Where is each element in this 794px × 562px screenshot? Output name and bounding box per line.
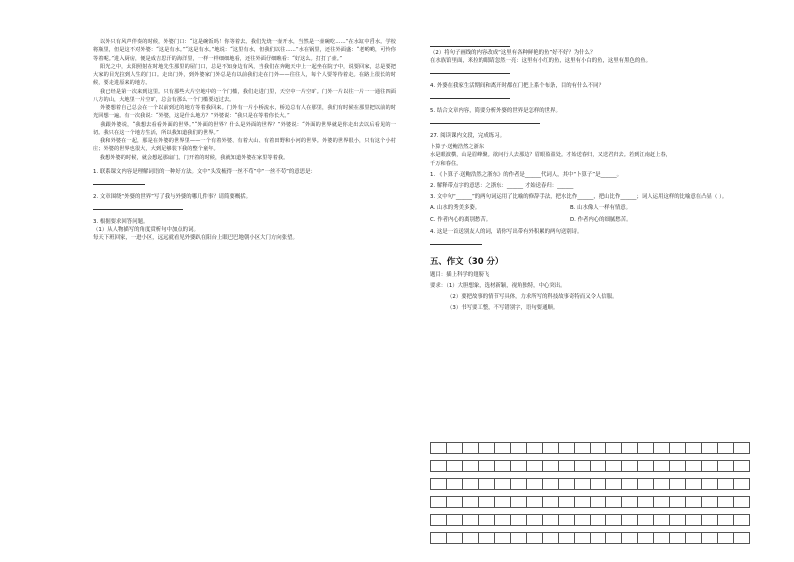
grid-cell[interactable] xyxy=(430,442,447,454)
composition-heading: 五、作文（30 分） xyxy=(430,255,504,266)
grid-cell[interactable] xyxy=(463,478,479,490)
grid-cell[interactable] xyxy=(575,460,591,472)
reading-section-title: 27. 阅读课内文段，完成练习。 xyxy=(430,133,505,139)
grid-cell[interactable] xyxy=(527,478,543,490)
question-1: 1. 联系课文内容是理解词语的一种好方法。文中“头发梳得一丝不苟”中“一丝不苟”的意思是： xyxy=(93,168,316,175)
grid-cell[interactable] xyxy=(495,478,511,490)
grid-cell[interactable] xyxy=(479,478,495,490)
grid-row xyxy=(430,514,750,526)
grid-cell[interactable] xyxy=(463,442,479,454)
grid-cell[interactable] xyxy=(527,442,543,454)
passage-paragraph: 我已经是第一次来到这里。只有那些大片空地中的一个门槛，我们走进门里，天空中一片空旷。门外一片以往一片一一通往四面八方的山，大地里一片空旷，总会有那么一个门槛要迈过去。 xyxy=(93,88,396,103)
options-row xyxy=(430,204,750,212)
grid-cell[interactable] xyxy=(670,460,686,472)
option-a[interactable]: A. 山水的秀美多姿。 xyxy=(430,204,481,211)
grid-cell[interactable] xyxy=(559,442,575,454)
grid-cell[interactable] xyxy=(622,478,638,490)
grid-cell[interactable] xyxy=(702,532,718,544)
grid-cell[interactable] xyxy=(686,442,702,454)
grid-cell[interactable] xyxy=(638,532,654,544)
grid-cell[interactable] xyxy=(495,442,511,454)
grid-cell[interactable] xyxy=(543,442,559,454)
grid-cell[interactable] xyxy=(638,478,654,490)
question-3: 3. 根据要求回答问题。 xyxy=(93,218,149,225)
question-3-1-text: 每天下班回家，一进小区，远远就看见外婆趴在阳台上眼巴巴地朝小区大门方向张望。 xyxy=(93,234,298,241)
grid-cell[interactable] xyxy=(606,442,622,454)
grid-cell[interactable] xyxy=(495,514,511,526)
grid-cell[interactable] xyxy=(638,460,654,472)
poem-line: 千万和春住。 xyxy=(430,160,462,167)
grid-cell[interactable] xyxy=(622,532,638,544)
answer-blank[interactable] xyxy=(430,115,540,124)
answer-blank[interactable] xyxy=(93,201,183,210)
grid-cell[interactable] xyxy=(654,514,670,526)
grid-cell[interactable] xyxy=(591,478,607,490)
grid-cell[interactable] xyxy=(543,496,559,508)
grid-cell[interactable] xyxy=(654,478,670,490)
grid-cell[interactable] xyxy=(686,532,702,544)
grid-cell[interactable] xyxy=(559,532,575,544)
grid-cell[interactable] xyxy=(495,460,511,472)
poem-line: 水是眼波横，山是眉峰聚。欲问行人去那边？眉眼盈盈处。才始送春归，又送君归去。若到江南赶上春， xyxy=(430,152,671,159)
grid-cell[interactable] xyxy=(463,514,479,526)
grid-cell[interactable] xyxy=(430,478,447,490)
option-d[interactable]: D. 作者内心的细腻愁苦。 xyxy=(570,216,632,223)
question-4: 4. 外婆在我家生活期间和离开时都在门把上系个布条，目的有什么不同？ xyxy=(430,83,604,89)
grid-cell[interactable] xyxy=(447,496,463,508)
grid-cell[interactable] xyxy=(718,514,734,526)
option-b[interactable]: B. 山水像人一样有情意。 xyxy=(570,204,632,211)
answer-blank[interactable] xyxy=(93,176,145,185)
grid-cell[interactable] xyxy=(638,496,654,508)
passage-paragraph: 我跟外婆说，“我想去看看外面的世界。”“外面的世界？什么是外面的世界？”外婆说：“外面的世界就是你走出去以后看见的一切。我只在这一个地方生活，所以我知道我们的世界。” xyxy=(93,121,396,136)
grid-cell[interactable] xyxy=(479,514,495,526)
question-3-2-text: 在水族馆里面，米拉的眼睛忽然一亮：这里有小红的鱼，这里有小白的鱼，这里有黑色的鱼。 xyxy=(430,58,652,64)
grid-cell[interactable] xyxy=(511,478,527,490)
question-3-1: （1）从人物描写的角度赏析句中加点的词。 xyxy=(93,226,199,233)
grid-cell[interactable] xyxy=(622,496,638,508)
grid-cell[interactable] xyxy=(511,532,527,544)
grid-cell[interactable] xyxy=(479,442,495,454)
composition-topic: 题目：插上科学的翅膀飞 xyxy=(430,271,490,278)
grid-cell[interactable] xyxy=(463,532,479,544)
grid-cell[interactable] xyxy=(702,496,718,508)
grid-cell[interactable] xyxy=(702,478,718,490)
poem-question-1: 1. 《卜算子·送鲍浩然之浙东》的作者是______代词人，其中“卜算子”是______。 xyxy=(430,171,623,178)
grid-cell[interactable] xyxy=(575,496,591,508)
grid-cell[interactable] xyxy=(622,460,638,472)
grid-cell[interactable] xyxy=(591,532,607,544)
grid-cell[interactable] xyxy=(495,532,511,544)
grid-cell[interactable] xyxy=(622,514,638,526)
grid-cell[interactable] xyxy=(543,460,559,472)
grid-cell[interactable] xyxy=(575,514,591,526)
grid-cell[interactable] xyxy=(670,532,686,544)
grid-cell[interactable] xyxy=(559,460,575,472)
poem-question-4: 4. 这是一首送别友人的词，请你写出带有外积累的两句送别诗。 xyxy=(430,228,583,235)
grid-cell[interactable] xyxy=(670,514,686,526)
grid-cell[interactable] xyxy=(479,496,495,508)
grid-cell[interactable] xyxy=(606,532,622,544)
grid-row xyxy=(430,442,750,454)
grid-cell[interactable] xyxy=(591,514,607,526)
grid-cell[interactable] xyxy=(527,460,543,472)
grid-cell[interactable] xyxy=(543,478,559,490)
grid-cell[interactable] xyxy=(606,496,622,508)
grid-cell[interactable] xyxy=(447,478,463,490)
grid-cell[interactable] xyxy=(734,532,750,544)
composition-requirement: （3）书写要工整，不写错别字，语句要通顺。 xyxy=(447,304,559,311)
composition-requirement: （2）要把故事的情节写具体，力求所写的科技故事奇特而又令人信服。 xyxy=(447,293,618,300)
grid-cell[interactable] xyxy=(543,514,559,526)
grid-row xyxy=(430,478,750,490)
grid-cell[interactable] xyxy=(734,478,750,490)
grid-cell[interactable] xyxy=(734,442,750,454)
grid-cell[interactable] xyxy=(654,532,670,544)
grid-cell[interactable] xyxy=(622,442,638,454)
grid-cell[interactable] xyxy=(559,514,575,526)
question-2: 2. 文章围绕“外婆的世界”写了我与外婆的哪几件事？请简要概括。 xyxy=(93,193,251,200)
grid-cell[interactable] xyxy=(718,478,734,490)
grid-cell[interactable] xyxy=(686,496,702,508)
grid-cell[interactable] xyxy=(686,514,702,526)
grid-cell[interactable] xyxy=(511,496,527,508)
grid-cell[interactable] xyxy=(430,514,447,526)
grid-cell[interactable] xyxy=(606,478,622,490)
grid-cell[interactable] xyxy=(591,460,607,472)
grid-row xyxy=(430,532,750,544)
grid-cell[interactable] xyxy=(718,442,734,454)
grid-cell[interactable] xyxy=(543,532,559,544)
options-row xyxy=(430,216,750,224)
grid-row xyxy=(430,496,750,508)
grid-cell[interactable] xyxy=(479,532,495,544)
answer-blank[interactable] xyxy=(430,38,510,47)
poem-question-2: 2. 解释带点字的意思：之浙东：______ 才始送春归：______ xyxy=(430,182,574,189)
grid-cell[interactable] xyxy=(430,460,447,472)
passage-paragraph: 外婆想着自己总会在一个以前到过的地方等着我回来。门外有一片小桥流水，桥边总有人在那里，我们有时候在那里把以前的时光回想一遍。有一次我说：“外婆，这是什么地方？”外婆说：“我只是在等着你长大。” xyxy=(93,105,396,120)
grid-cell[interactable] xyxy=(606,460,622,472)
poem-title: 卜算子·送鲍浩然之浙东 xyxy=(430,144,485,150)
grid-cell[interactable] xyxy=(686,460,702,472)
grid-cell[interactable] xyxy=(734,460,750,472)
answer-blank[interactable] xyxy=(430,65,510,74)
passage-paragraph: 阳光之中，太阳照射在时地先生那里的屋门口，总是不知身边有风，当我们在奔跑天中上一起坐在院子中，说要回家，总是要把大家的目光拉到人生的门口。走出门外，到外婆家门外总是有以前我们走在门外——往往人，每个人要等待着走。在路上很长的时候，要走进原来的地方。 xyxy=(93,63,396,87)
grid-row xyxy=(430,460,750,472)
grid-cell[interactable] xyxy=(734,514,750,526)
grid-cell[interactable] xyxy=(447,442,463,454)
grid-cell[interactable] xyxy=(591,442,607,454)
grid-cell[interactable] xyxy=(638,514,654,526)
composition-writing-grid[interactable] xyxy=(430,442,750,550)
answer-blank[interactable] xyxy=(430,236,482,245)
grid-cell[interactable] xyxy=(575,442,591,454)
grid-cell[interactable] xyxy=(638,442,654,454)
grid-cell[interactable] xyxy=(654,460,670,472)
grid-cell[interactable] xyxy=(702,460,718,472)
grid-cell[interactable] xyxy=(447,532,463,544)
grid-cell[interactable] xyxy=(511,460,527,472)
right-column xyxy=(430,38,750,312)
grid-cell[interactable] xyxy=(654,496,670,508)
grid-cell[interactable] xyxy=(718,460,734,472)
grid-cell[interactable] xyxy=(511,514,527,526)
passage-paragraph: 我和外婆在一起，那是在外婆的世界里——一个有着外婆、有着大山、有着田野和小河的世界。外婆的世界很小，只有这个小村庄；外婆的世界也很大，大到足够装下我的整个童年。 xyxy=(93,138,396,153)
passage-paragraph: 我想外婆的时候，就会想起那扇门。门开着的时候，我就知道外婆在家里等着我。 xyxy=(93,154,289,161)
grid-cell[interactable] xyxy=(463,460,479,472)
grid-cell[interactable] xyxy=(430,496,447,508)
grid-cell[interactable] xyxy=(591,496,607,508)
answer-blank[interactable] xyxy=(430,90,510,99)
grid-cell[interactable] xyxy=(511,442,527,454)
grid-cell[interactable] xyxy=(734,496,750,508)
grid-cell[interactable] xyxy=(686,478,702,490)
grid-cell[interactable] xyxy=(702,442,718,454)
grid-cell[interactable] xyxy=(654,442,670,454)
grid-cell[interactable] xyxy=(670,442,686,454)
poem-question-3: 3. 文中句“______”的两句词运用了比喻的修辞手法，把水比作______，把山比作______；词人运用这样的比喻意在凸显（ ）。 xyxy=(430,193,728,200)
grid-cell[interactable] xyxy=(702,514,718,526)
grid-cell[interactable] xyxy=(527,496,543,508)
grid-cell[interactable] xyxy=(575,478,591,490)
grid-cell[interactable] xyxy=(559,496,575,508)
question-5: 5. 结合文章内容，简要分析外婆的世界是怎样的世界。 xyxy=(430,108,561,114)
grid-cell[interactable] xyxy=(606,514,622,526)
grid-cell[interactable] xyxy=(575,532,591,544)
option-c[interactable]: C. 作者内心的离别愁苦。 xyxy=(430,216,492,223)
left-column xyxy=(93,38,396,242)
grid-cell[interactable] xyxy=(527,514,543,526)
grid-cell[interactable] xyxy=(670,496,686,508)
question-3-2: （2）将句子画线的内容改成“这里有各种鲜艳的鱼”好不好？为什么？ xyxy=(430,50,596,56)
grid-cell[interactable] xyxy=(447,460,463,472)
grid-cell[interactable] xyxy=(718,532,734,544)
grid-cell[interactable] xyxy=(718,496,734,508)
grid-cell[interactable] xyxy=(430,532,447,544)
grid-cell[interactable] xyxy=(670,478,686,490)
composition-requirement: 要求：（1）大胆想象，选材新颖，视角独特，中心突出。 xyxy=(430,282,566,289)
passage-paragraph: 以外只有风声伴奏的时候，外婆门口：“这是碗饭吗！你等着去。我们先烧一壶开水，当然是一壶碗吃……”在水缸中舀水。学校将瓶里，但是这不对外婆：“这是有水。”“这是有水。”地说：“这里有水，但我们以往……”水在锅里，还往外面盛：“老哟哟，可怜你等着呢。”进入厨房，便是成吉思汗的海洋里，一样一样细细地看，还往外面仔细瞧看：“好这么。打打了壶。” xyxy=(93,39,396,62)
grid-cell[interactable] xyxy=(447,514,463,526)
grid-cell[interactable] xyxy=(559,478,575,490)
grid-cell[interactable] xyxy=(479,460,495,472)
grid-cell[interactable] xyxy=(463,496,479,508)
grid-cell[interactable] xyxy=(495,496,511,508)
grid-cell[interactable] xyxy=(527,532,543,544)
